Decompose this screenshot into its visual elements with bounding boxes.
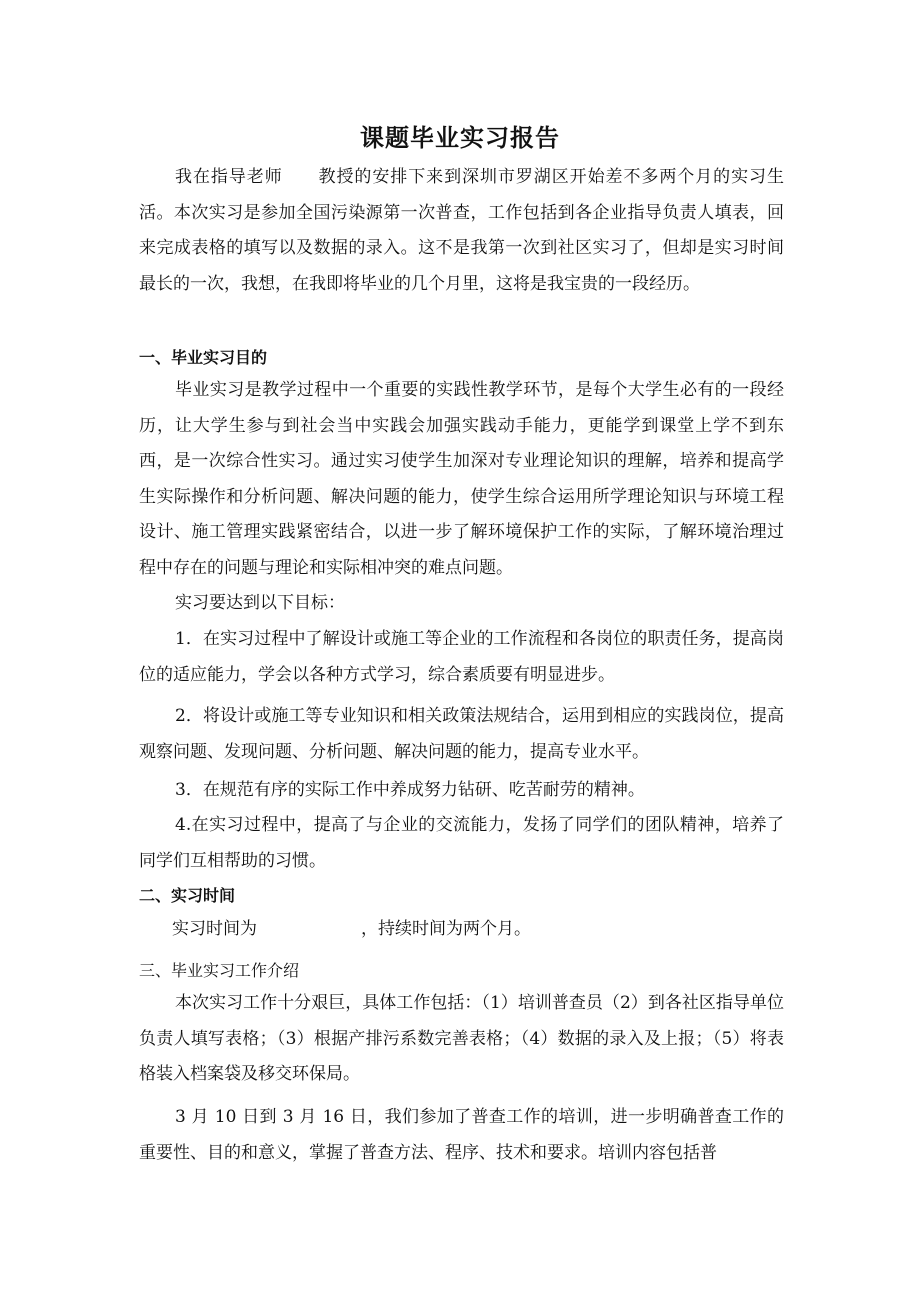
goal-4: 4.在实习过程中，提高了与企业的交流能力，发扬了同学们的团队精神，培养了同学们互相帮助的习惯。 — [139, 815, 784, 871]
section2-heading: 二、实习时间 — [139, 886, 236, 905]
document-title: 课题毕业实习报告 — [360, 124, 560, 152]
section1-paragraph: 毕业实习是教学过程中一个重要的实践性教学环节，是每个大学生必有的一段经历，让大学生参与到社会当中实践会加强实践动手能力，更能学到课堂上学不到东西，是一次综合性实习。通过实习使学生加深对专业理论知识的理解，培养和提高学生实际操作和分析问题、解决问题的能力，使学生综合运用所学理论知识与环境工程设计、施工管理实践紧密结合，以进一步了解环境保护工作的实际，了解环境治理过程中存在的问题与理论和实际相冲突的难点问题。 — [139, 380, 784, 578]
section1-heading: 一、毕业实习目的 — [139, 348, 268, 367]
goal-1: 1．在实习过程中了解设计或施工等企业的工作流程和各岗位的职责任务，提高岗位的适应能力，学会以各种方式学习，综合素质要有明显进步。 — [139, 629, 784, 685]
section3-paragraph-2: 3 月 10 日到 3 月 16 日，我们参加了普查工作的培训，进一步明确普查工作的重要性、目的和意义，掌握了普查方法、程序、技术和要求。培训内容包括普 — [139, 1107, 784, 1163]
internship-time-line — [172, 912, 817, 948]
internship-duration: ，持续时间为两个月。 — [361, 919, 531, 939]
goals-intro: 实习要达到以下目标： — [175, 593, 345, 613]
goal-2: 2．将设计或施工等专业知识和相关政策法规结合，运用到相应的实践岗位，提高观察问题、发现问题、分析问题、解决问题的能力，提高专业水平。 — [139, 706, 784, 762]
internship-time-label: 实习时间为 — [172, 919, 257, 939]
section3-paragraph-1: 本次实习工作十分艰巨，具体工作包括：（1）培训普查员（2）到各社区指导单位负责人填写表格；（3）根据产排污系数完善表格；（4）数据的录入及上报；（5）将表格装入档案袋及移交环保局。 — [139, 993, 784, 1084]
goal-3: 3．在规范有序的实际工作中养成努力钻研、吃苦耐劳的精神。 — [175, 780, 645, 800]
section3-heading: 三、毕业实习工作介绍 — [139, 961, 300, 980]
intro-paragraph: 我在指导老师 教授的安排下来到深圳市罗湖区开始差不多两个月的实习生活。本次实习是参加全国污染源第一次普查，工作包括到各企业指导负责人填表，回来完成表格的填写以及数据的录入。这不是我第一次到社区实习了，但却是实习时间最长的一次，我想，在我即将毕业的几个月里，这将是我宝贵的一段经历。 — [139, 167, 784, 294]
